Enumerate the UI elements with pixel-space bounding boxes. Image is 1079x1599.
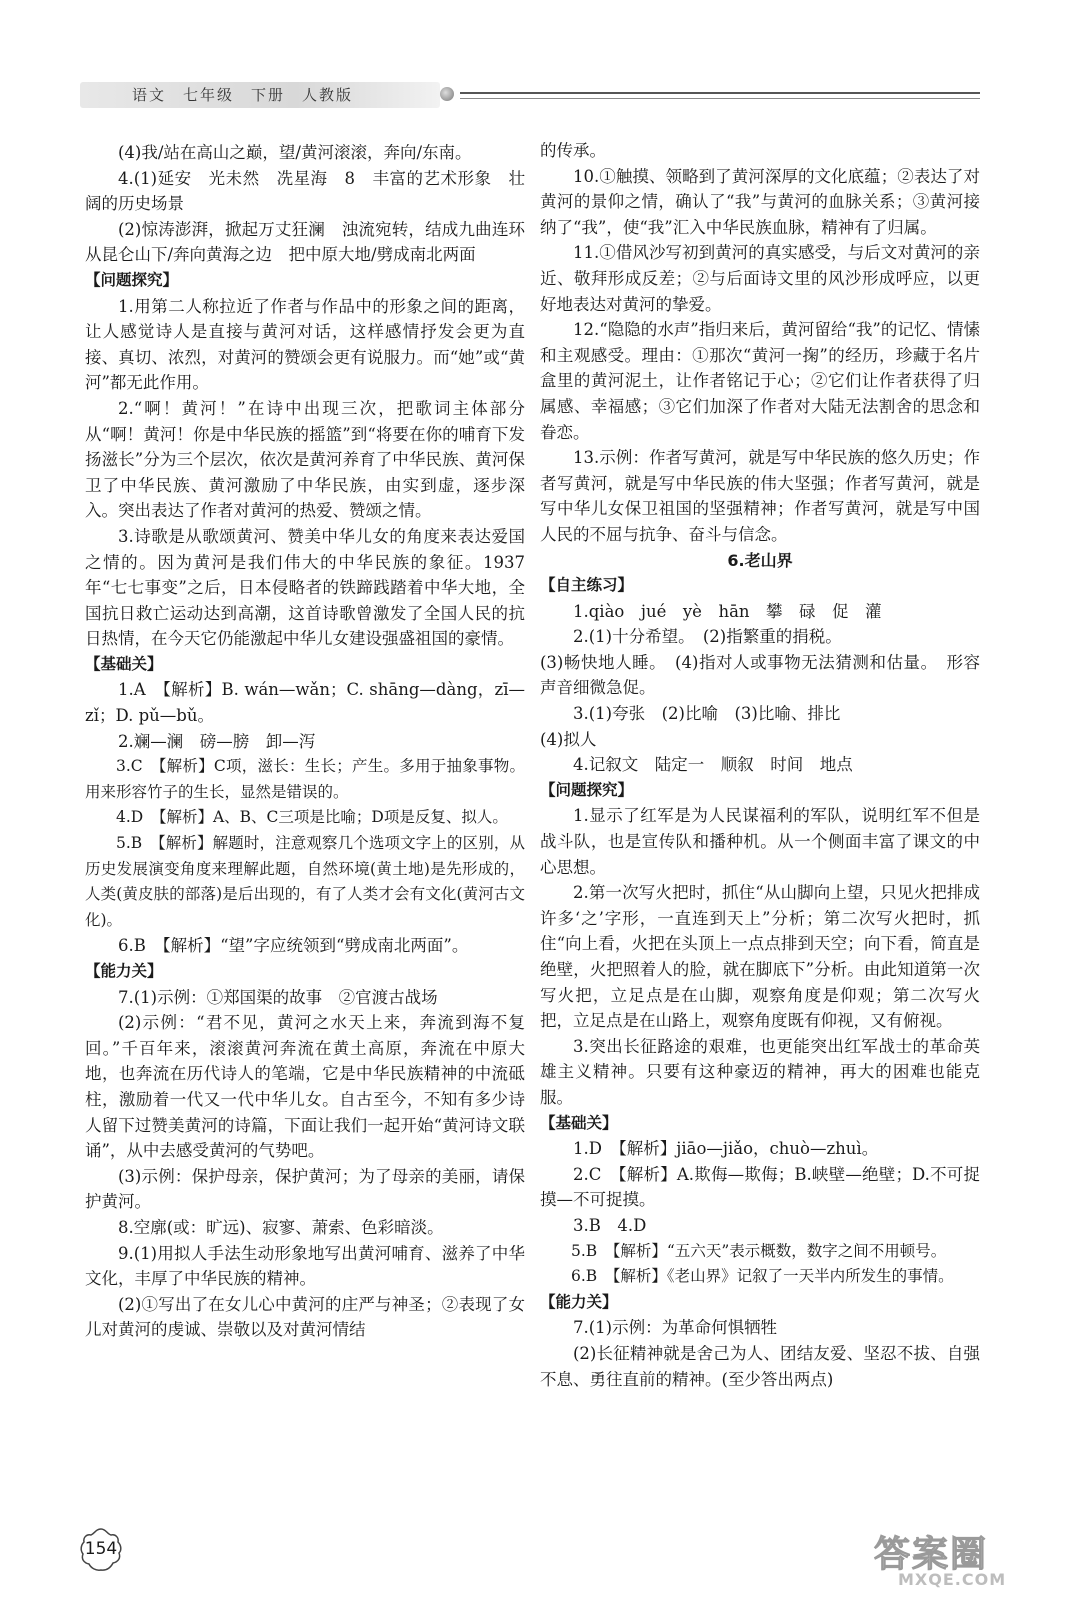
answer-paragraph: 5.B 【解析】“五六天”表示概数，数字之间不用顿号。 [571, 1241, 947, 1260]
answer-paragraph: 2.“啊！黄河！”在诗中出现三次，把歌词主体部分从“啊！黄河！你是中华民族的摇篮”到“将要在你的哺育下发扬滋长”分为三个层次，依次是黄河养育了中华民族、黄河保卫了中华民族、黄河激励了中华民族，由实到虚，逐步深入。突出表达了作者对黄河的热爱、赞颂之情。 [85, 398, 525, 521]
answer-paragraph: 3.C 【解析】C项，滋长：生长；产生。多用于抽象事物。用来形容竹子的生长，显然是错误的。 [85, 757, 525, 801]
header-dot-ornament [440, 87, 454, 101]
answer-paragraph: (2)示例：“君不见，黄河之水天上来，奔流到海不复回。”千百年来，滚滚黄河奔流在黄土高原，奔流在中原大地，也奔流在历代诗人的笔端，它是中华民族精神的中流砥柱，激励着一代又一代中华儿女。自古至今，不知有多少诗人留下过赞美黄河的诗篇，下面让我们一起开始“黄河诗文联诵”，从中去感受黄河的气势吧。 [85, 1013, 525, 1161]
section-heading: 【问题探究】 [85, 270, 179, 289]
answer-paragraph: 8.空廓(或：旷远)、寂寥、萧索、色彩暗淡。 [118, 1217, 444, 1237]
answer-paragraph: 13.示例：作者写黄河，就是写中华民族的悠久历史；作者写黄河，就是写中华民族的伟大坚强；作者写黄河，就是写中华儿女保卫祖国的坚强精神；作者写黄河，就是写中国人民的不屈与抗争、奋斗与信念。 [540, 448, 980, 544]
answer-paragraph: 9.(1)用拟人手法生动形象地写出黄河哺育、滋养了中华文化，丰厚了中华民族的精神。 [85, 1243, 525, 1289]
answer-paragraph: (4)拟人 [540, 729, 597, 749]
answer-paragraph: (2)惊涛澎湃，掀起万丈狂澜 浊流宛转，结成九曲连环 从昆仑山下/奔向黄海之边 把中原大地/劈成南北两面 [85, 219, 542, 265]
answer-paragraph: 的传承。 [540, 141, 606, 160]
section-heading: 【能力关】 [540, 1292, 618, 1311]
header-rule [460, 92, 980, 94]
watermark-logo [868, 1526, 1068, 1592]
header-rule-thin [460, 98, 980, 99]
answer-paragraph: 4.(1)延安 光未然 冼星海 8 丰富的艺术形象 壮阔的历史场景 [85, 168, 525, 214]
section-heading: 【能力关】 [85, 962, 163, 980]
right-column [540, 138, 980, 1392]
answer-paragraph: 2.第一次写火把时，抓住“从山脚向上望，只见火把排成许多‘之’字形，一直连到天上”分析；第二次写火把时，抓住“向上看，火把在头顶上一点点排到天空；向下看，简直是绝壁，火把照着人的脸，就在脚底下”分析。由此知道第一次写火把，立足点是在山脚，观察角度是仰观；第二次写火把，立足点是在山路上，观察角度既有仰视，又有俯视。 [540, 883, 980, 1031]
answer-paragraph: 4.D 【解析】A、B、C三项是比喻；D项是反复、拟人。 [116, 808, 508, 827]
section-heading: 【问题探究】 [540, 780, 634, 799]
answer-paragraph: 1.D 【解析】jiāo—jiǎo，chuò—zhuì。 [573, 1139, 879, 1159]
answer-paragraph: 2.斓—澜 磅—膀 卸—泻 [118, 731, 316, 751]
answer-paragraph: 1.用第二人称拉近了作者与作品中的形象之间的距离，让人感觉诗人是直接与黄河对话，这样感情抒发会更为直接、真切、浓烈，对黄河的赞颂会更有说服力。而“她”或“黄河”都无此作用。 [85, 296, 525, 393]
page-number-badge [76, 1525, 126, 1575]
section-heading: 【自主练习】 [540, 576, 634, 595]
answer-paragraph: 4.记叙文 陆定一 顺叙 时间 地点 [573, 755, 853, 775]
left-column [85, 140, 542, 1343]
answer-paragraph: 6.B 【解析】“望”字应统领到“劈成南北两面”。 [118, 936, 469, 956]
answer-paragraph: 2.(1)十分希望。 (2)指繁重的捐税。 [573, 627, 842, 647]
answer-paragraph: (2)长征精神就是舍己为人、团结友爱、坚忍不拔、自强不息、勇往直前的精神。(至少答出两点) [540, 1343, 980, 1389]
answer-paragraph: 1.qiào jué yè hān 攀 碌 促 灌 [573, 601, 882, 621]
section-heading: 【基础关】 [540, 1113, 618, 1132]
watermark-text: 答案圈 [874, 1534, 989, 1575]
answer-paragraph: 5.B 【解析】解题时，注意观察几个选项文字上的区别，从历史发展演变角度来理解此题，自然环境(黄土地)是先形成的，人类(黄皮肤的部落)是后出现的，有了人类才会有文化(黄河古文化)。 [85, 834, 525, 929]
answer-paragraph: (3)畅快地人睡。 (4)指对人或事物无法猜测和估量。 形容声音细微急促。 [540, 652, 980, 698]
answer-paragraph: (4)我/站在高山之巅，望/黄河滚滚，奔向/东南。 [118, 143, 472, 162]
answer-paragraph: (2)①写出了在女儿心中黄河的庄严与神圣；②表现了女儿对黄河的虔诚、崇敬以及对黄河情结 [85, 1294, 525, 1340]
answer-paragraph: 7.(1)示例：为革命何惧牺牲 [573, 1318, 778, 1338]
section-heading: 【基础关】 [85, 654, 163, 673]
header-text: 语文 七年级 下册 人教版 [132, 86, 354, 104]
answer-paragraph: 2.C 【解析】A.欺侮—欺侮；B.峡壁—绝壁；D.不可捉摸—不可捉摸。 [540, 1164, 980, 1210]
chapter-title: 6.老山界 [727, 550, 793, 570]
answer-paragraph: 7.(1)示例：①郑国渠的故事 ②官渡古战场 [118, 987, 438, 1007]
answer-paragraph: 3.(1)夸张 (2)比喻 (3)比喻、排比 [573, 704, 841, 724]
answer-paragraph: 1.A 【解析】B. wán—wǎn；C. shāng—dàng，zī—zǐ；D. pǔ—bǔ。 [85, 680, 525, 726]
answer-paragraph: 3.诗歌是从歌颂黄河、赞美中华儿女的角度来表达爱国之情的。因为黄河是我们伟大的中华民族的象征。1937年“七七事变”之后，日本侵略者的铁蹄践踏着中华大地，全国抗日救亡运动达到高潮，这首诗歌曾激发了全国人民的抗日热情，在今天它仍能激起中华儿女建设强盛祖国的豪情。 [85, 526, 525, 649]
watermark-url: MXQE.COM [898, 1570, 1007, 1589]
answer-paragraph: (3)示例：保护母亲，保护黄河；为了母亲的美丽，请保护黄河。 [85, 1166, 525, 1212]
answer-paragraph: 1.显示了红军是为人民谋福利的军队，说明红军不但是战斗队，也是宣传队和播种机。从一个侧面丰富了课文的中心思想。 [540, 806, 980, 877]
page-number: 154 [84, 1539, 118, 1559]
answer-paragraph: 12.“隐隐的水声”指归来后，黄河留给“我”的记忆、情愫和主观感受。理由：①那次“黄河一掬”的经历，珍藏于名片盒里的黄河泥土，让作者铭记于心；②它们让作者获得了归属感、幸福感；③它们加深了作者对大陆无法割舍的思念和眷恋。 [540, 320, 980, 442]
answer-paragraph: 11.①借风沙写初到黄河的真实感受，与后文对黄河的亲近、敬拜形成反差；②与后面诗文里的风沙形成呼应，以更好地表达对黄河的挚爱。 [540, 243, 980, 314]
running-header [80, 76, 980, 116]
answer-paragraph: 3.B 4.D [573, 1215, 647, 1235]
answer-paragraph: 10.①触摸、领略到了黄河深厚的文化底蕴；②表达了对黄河的景仰之情，确认了“我”与黄河的血脉关系；③黄河接纳了“我”，使“我”汇入中华民族血脉，精神有了归属。 [540, 166, 980, 237]
answer-paragraph: 3.突出长征路途的艰难，也更能突出红军战士的革命英雄主义精神。只要有这种豪迈的精神，再大的困难也能克服。 [540, 1036, 980, 1107]
answer-paragraph: 6.B 【解析】《老山界》记叙了一天半内所发生的事情。 [571, 1267, 954, 1286]
